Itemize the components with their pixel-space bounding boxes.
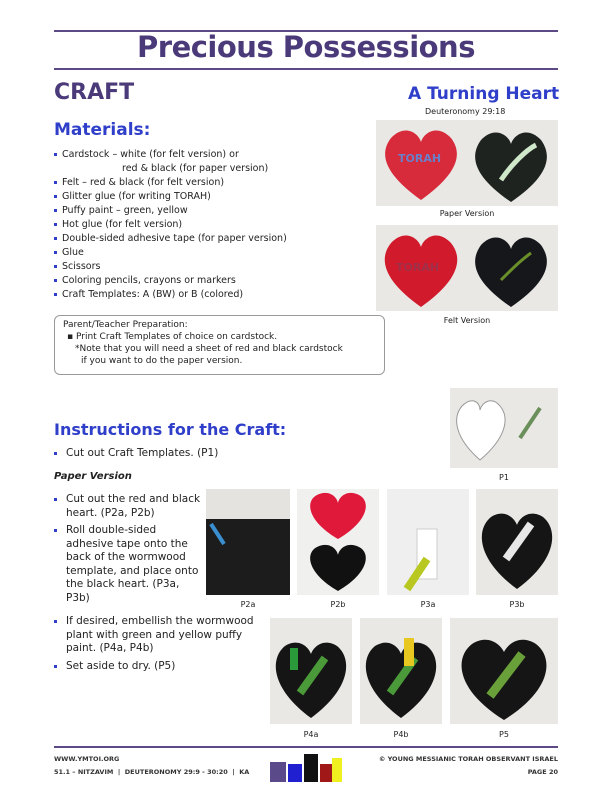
caption-p1: P1: [499, 473, 509, 482]
material-item: Hot glue (for felt version): [54, 218, 364, 232]
materials-heading: Materials:: [54, 120, 151, 140]
scripture-reference: Deuteronomy 29:18: [425, 107, 506, 116]
caption-felt-version: Felt Version: [443, 316, 491, 325]
photo-p3a: [387, 489, 469, 595]
paper-version-photo: [376, 120, 558, 206]
prep-note: if you want to do the paper version.: [81, 356, 243, 366]
caption-p5: P5: [499, 730, 509, 739]
instructions-list-cont: [54, 615, 269, 677]
caption-p4a: P4a: [303, 730, 319, 739]
section-title: CRAFT: [54, 80, 135, 105]
photo-p3b: [476, 489, 558, 595]
caption-p4b: P4b: [393, 730, 409, 739]
material-item: Glue: [54, 246, 364, 260]
instruction-step: Cut out Craft Templates. (P1): [54, 447, 354, 461]
material-item: Cardstock – white (for felt version) or red & black (for paper version): [54, 148, 364, 176]
instructions-list: [54, 493, 204, 609]
material-item: Scissors: [54, 260, 364, 274]
caption-p2b: P2b: [330, 600, 346, 609]
prep-title: Parent/Teacher Preparation:: [63, 320, 188, 330]
heart-photo-image: [376, 225, 558, 311]
caption-p3b: P3b: [509, 600, 525, 609]
caption-paper-version: Paper Version: [439, 209, 495, 218]
title-rule: [54, 68, 558, 70]
footer-lesson: 51.1 – NITZAVIM | DEUTERONOMY 29:9 - 30:20 | KA: [54, 768, 250, 776]
felt-version-photo: [376, 225, 558, 311]
logo-icon: [268, 752, 344, 782]
material-item: Double-sided adhesive tape (for paper version): [54, 232, 364, 246]
heart-photo-image: [376, 120, 558, 206]
torah-label: TORAH: [398, 152, 442, 165]
footer-rule: [54, 746, 558, 748]
photo-p1: [450, 388, 558, 468]
footer-copyright: © YOUNG MESSIANIC TORAH OBSERVANT ISRAEL: [378, 755, 558, 763]
footer-url[interactable]: WWW.YMTOI.ORG: [54, 755, 120, 763]
material-item: Coloring pencils, crayons or markers: [54, 274, 364, 288]
material-item: Glitter glue (for writing TORAH): [54, 190, 364, 204]
photo-p2a: [206, 489, 290, 595]
caption-p3a: P3a: [420, 600, 436, 609]
prep-note: *Note that you will need a sheet of red and black cardstock: [75, 344, 343, 354]
instruction-step: Set aside to dry. (P5): [54, 660, 269, 674]
instructions-heading: Instructions for the Craft:: [54, 420, 287, 439]
photo-p4a: [270, 618, 352, 724]
prep-line: Print Craft Templates of choice on cardstock.: [75, 332, 278, 342]
photo-p5: [450, 618, 558, 724]
instruction-step: Roll double-sided adhesive tape onto the back of the wormwood template, and place onto the black heart. (P3a, P3b): [54, 524, 204, 605]
footer-page-number: PAGE 20: [527, 768, 558, 776]
material-item: Felt – red & black (for felt version): [54, 176, 364, 190]
instruction-step: Cut out the red and black heart. (P2a, P2b): [54, 493, 204, 520]
craft-title: A Turning Heart: [408, 84, 560, 104]
instructions-step1: [54, 447, 354, 465]
torah-label: TORAH: [396, 261, 440, 274]
photo-p2b: [297, 489, 379, 595]
material-item: Puffy paint – green, yellow: [54, 204, 364, 218]
page-title: Precious Possessions: [137, 30, 475, 64]
caption-p2a: P2a: [240, 600, 256, 609]
material-item: Craft Templates: A (BW) or B (colored): [54, 288, 364, 302]
instruction-step: If desired, embellish the wormwood plant with green and yellow puffy paint. (P4a, P4b): [54, 615, 269, 656]
preparation-box: Parent/Teacher Preparation: ▪ Print Craft Templates of choice on cardstock. *Note that you will need a sheet of red and black cardstock if you want to do the paper version.: [54, 315, 385, 375]
paper-version-label: Paper Version: [54, 471, 132, 482]
photo-p4b: [360, 618, 442, 724]
materials-list: [54, 148, 364, 302]
